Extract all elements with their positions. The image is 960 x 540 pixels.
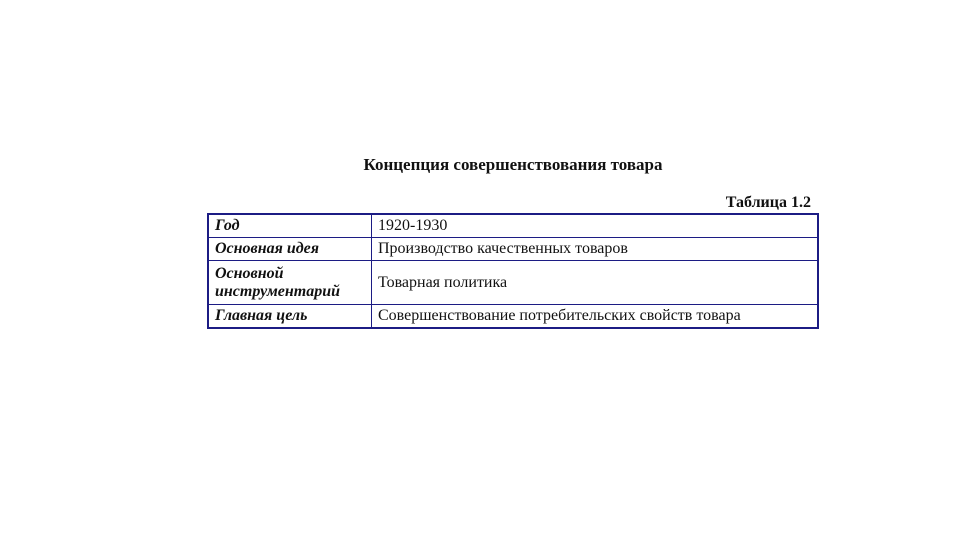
row-key-main-idea: Основная идея	[208, 238, 372, 261]
concept-table	[207, 213, 819, 329]
row-value-main-tools: Товарная политика	[372, 261, 819, 305]
row-value-main-goal: Совершенствование потребительских свойств товара	[372, 305, 819, 329]
row-key-main-goal: Главная цель	[208, 305, 372, 329]
row-value-main-idea: Производство качественных товаров	[372, 238, 819, 261]
table-row	[208, 261, 818, 305]
document-title: Концепция совершенствования товара	[363, 155, 663, 174]
row-key-main-tools: Основной инструментарий	[208, 261, 372, 305]
table-row	[208, 238, 818, 261]
table-row	[208, 214, 818, 238]
table-caption: Таблица 1.2	[725, 194, 811, 211]
row-key-year: Год	[208, 214, 372, 238]
row-value-year: 1920-1930	[372, 214, 819, 238]
table-row	[208, 305, 818, 329]
